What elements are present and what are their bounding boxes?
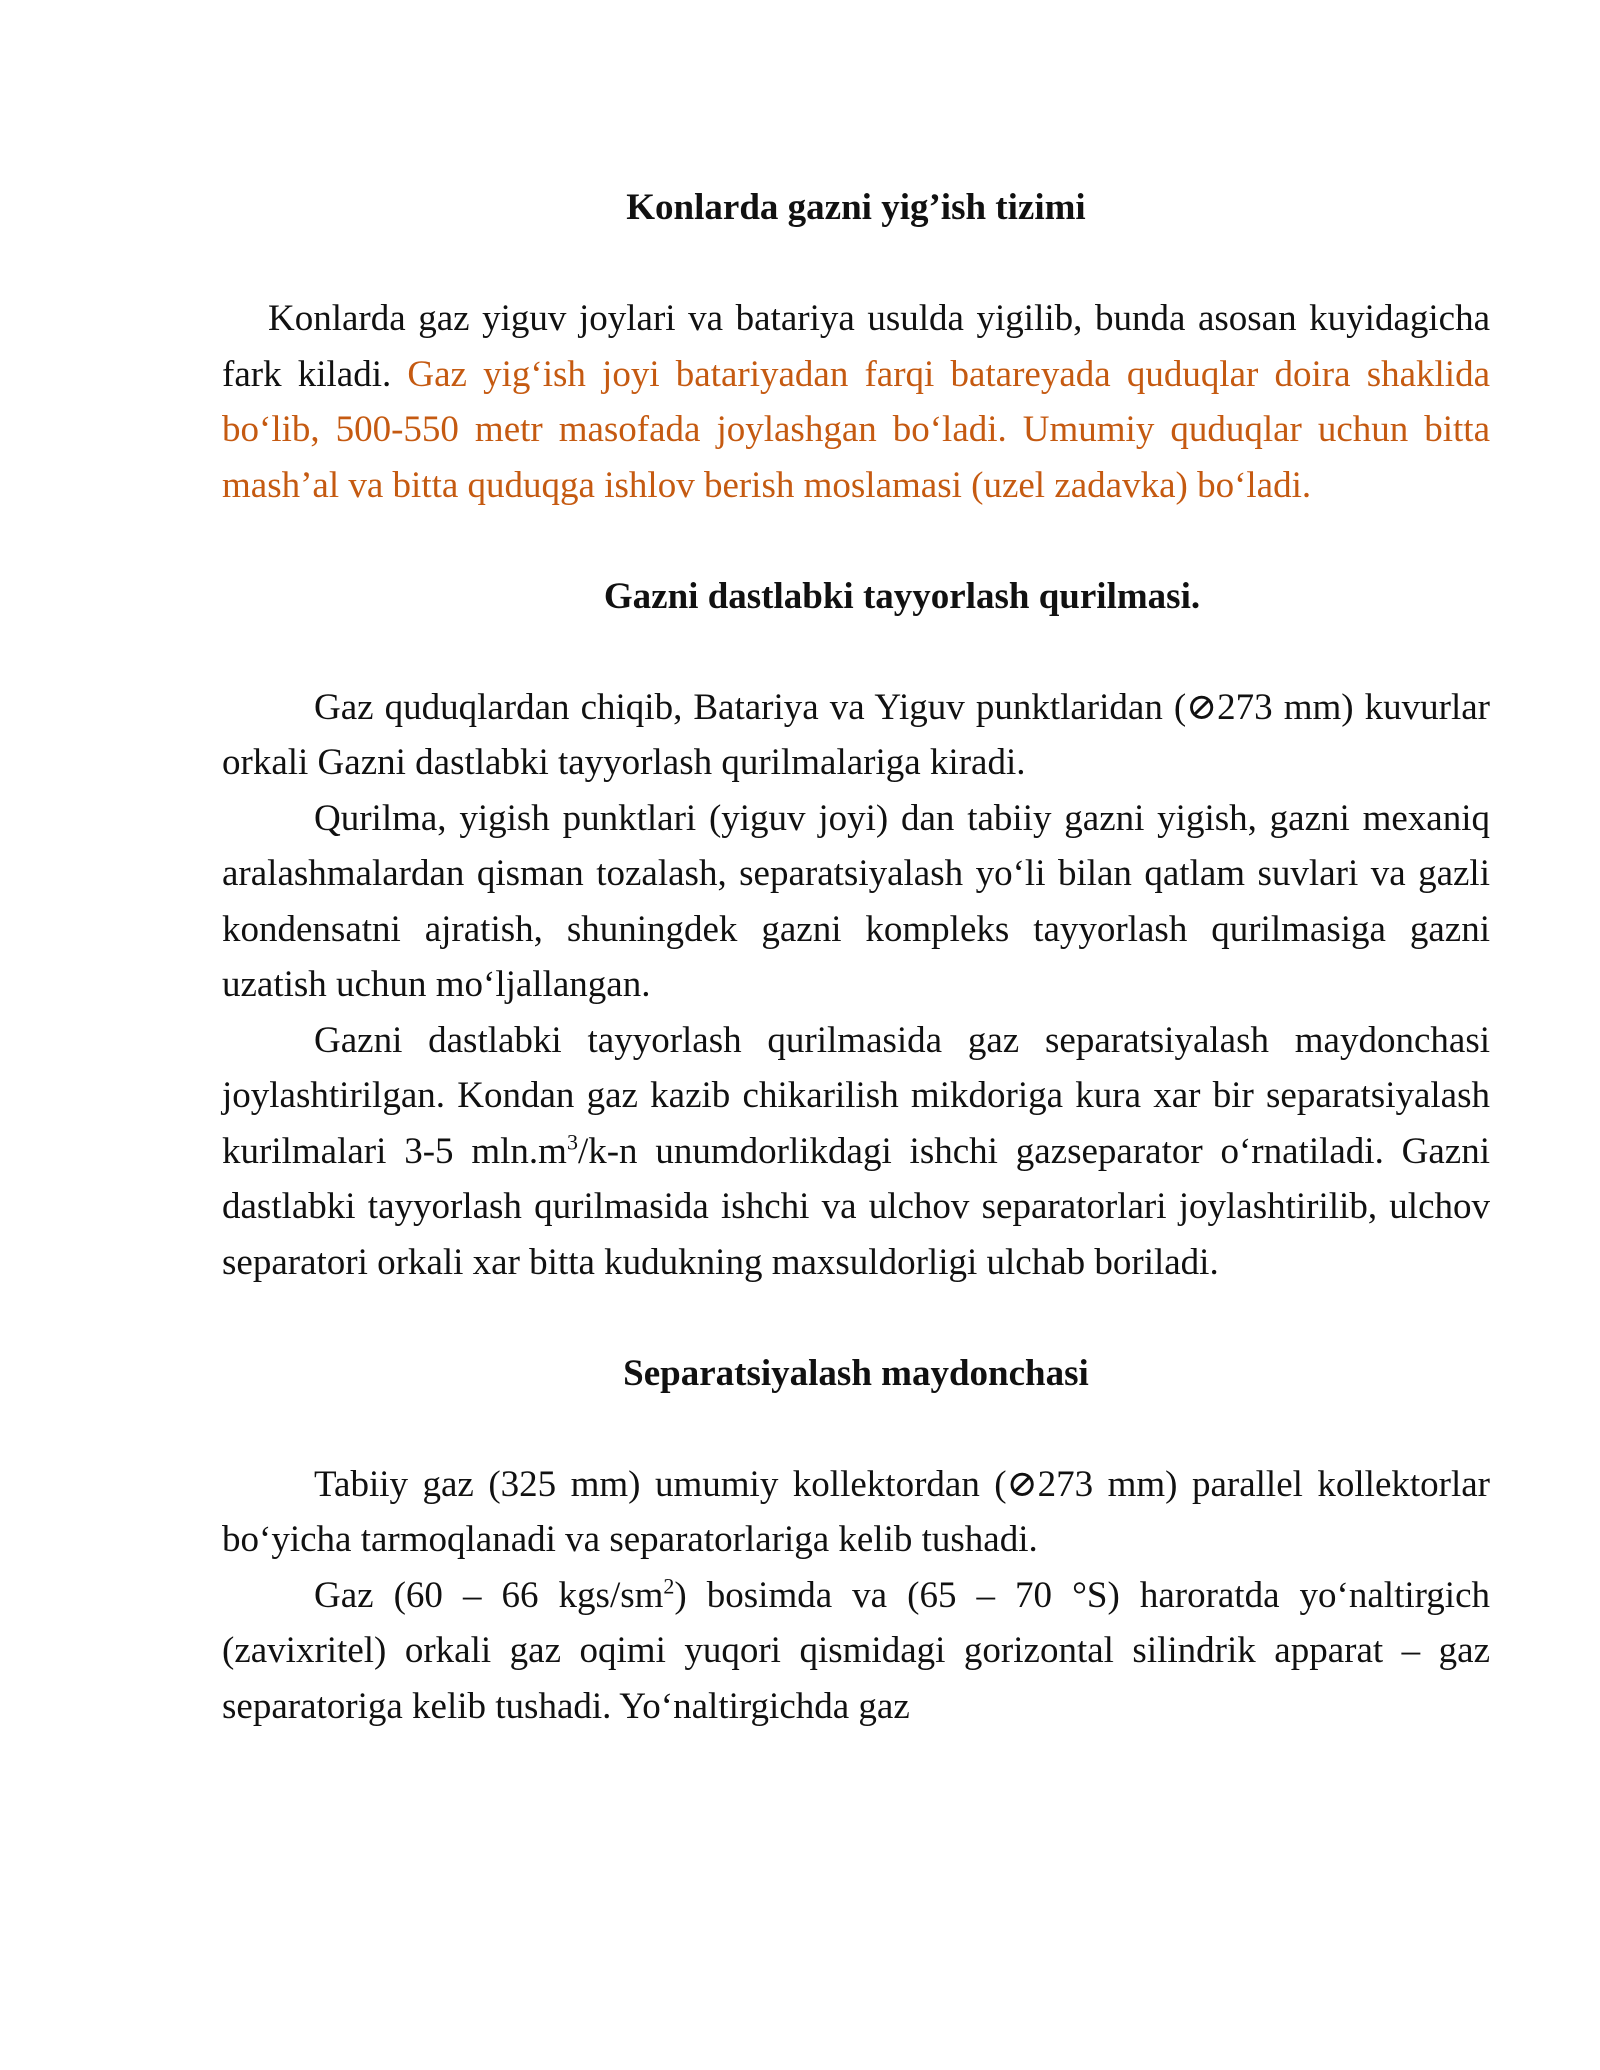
paragraph-gas-inflow: Gaz quduqlardan chiqib, Batariya va Yiguv punktlaridan (⊘273 mm) kuvurlar orkali Gazni dastlabki tayyorlash qurilmalariga kiradi.: [222, 686, 1490, 783]
heading-separation-platform: Separatsiyalash maydonchasi: [623, 1352, 1089, 1394]
superscript: 3: [566, 1129, 578, 1155]
document-page: [222, 180, 1490, 1734]
spacer: [222, 624, 1490, 680]
paragraph-text: /k-n unumdorlikdagi ishchi gazseparator o‘rnatiladi. Gazni dastlabki tayyorlash qurilmasida ishchi va ulchov separatorlari joylashtirilib, ulchov separatori orkali xar bitta kudukning maxsuldorligi ulchab boriladi.: [222, 1130, 1491, 1283]
spacer: [222, 236, 1490, 292]
paragraph-collector: Tabiiy gaz (325 mm) umumiy kollektordan (⊘273 mm) parallel kollektorlar bo‘yicha tarmoqlanadi va separatorlariga kelib tushadi.: [222, 1463, 1490, 1560]
paragraph-text: Konlarda gaz yiguv joylari va batariya usulda yigilib, bunda asosan kuyidagicha fark kiladi.: [222, 298, 1490, 395]
heading-preliminary-treatment: Gazni dastlabki tayyorlash qurilmasi.: [603, 575, 1201, 617]
highlighted-text: Gaz yig‘ish joyi batariyadan farqi batareyada quduqlar doira shaklida bo‘lib, 500-550 metr masofada joylashgan bo‘ladi. Umumiy quduqlar uchun bitta mash’al va bitta quduqga ishlov berish moslamasi (uzel zadavka) bo‘ladi.: [222, 353, 1490, 506]
paragraph-installation-purpose: Qurilma, yigish punktlari (yiguv joyi) dan tabiiy gazni yigish, gazni mexaniq aralashmalardan qisman tozalash, separatsiyalash yo‘li bilan qatlam suvlari va gazli kondensatni ajratish, shuningdek gazni kompleks tayyorlash qurilmasiga gazni uzatish uchun mo‘ljallangan.: [222, 797, 1490, 1005]
paragraph-text: Gaz (60 – 66 kgs/sm: [314, 1574, 664, 1616]
paragraph-text: Gazni dastlabki tayyorlash qurilmasida gaz separatsiyalash maydonchasi joylashtirilgan. Kondan gaz kazib chikarilish mikdoriga kura xar bir separatsiyalash kurilmalari 3-5 mln.m: [222, 1019, 1490, 1172]
paragraph-collection-points: [222, 291, 1490, 513]
spacer: [222, 1290, 1490, 1346]
paragraph-pressure-temperature: [222, 1568, 1490, 1735]
paragraph-text: ) bosimda va (65 – 70 °S) haroratda yo‘naltirgich (zavixritel) orkali gaz oqimi yuqori qismidagi gorizontal silindrik apparat – gaz separatoriga kelib tushadi. Yo‘naltirgichda gaz: [222, 1574, 1490, 1727]
superscript: 2: [663, 1573, 675, 1599]
spacer: [222, 513, 1490, 569]
spacer: [222, 1401, 1490, 1457]
heading-gas-collection-system: Konlarda gazni yig’ish tizimi: [626, 187, 1086, 228]
paragraph-separation-area: [222, 1013, 1490, 1291]
